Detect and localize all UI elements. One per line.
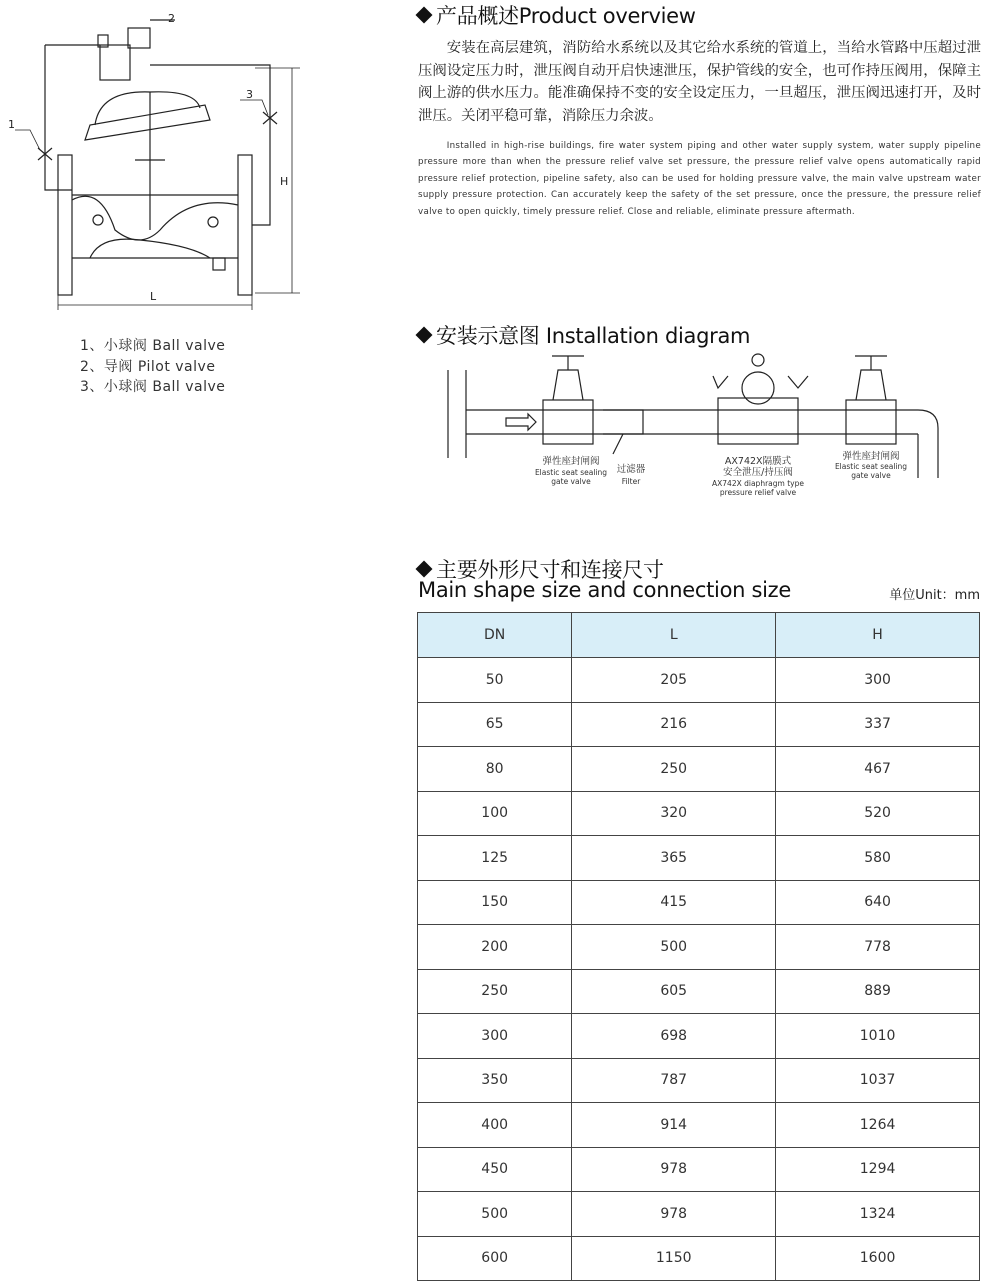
cell-dn: 450 [418,1147,572,1192]
callout-3: 3 [246,88,253,101]
parts-legend [80,336,225,398]
cell-l: 978 [572,1147,776,1192]
gate-valve-right-cn: 弹性座封闸阀 [842,451,900,462]
cell-h: 300 [776,658,980,703]
cell-dn: 300 [418,1014,572,1059]
cell-dn: 65 [418,702,572,747]
cell-l: 914 [572,1103,776,1148]
cell-l: 605 [572,969,776,1014]
right-flange [238,155,252,295]
cell-dn: 100 [418,791,572,836]
cell-l: 787 [572,1058,776,1103]
filter-cn: 过滤器 [616,464,646,475]
cell-l: 500 [572,925,776,970]
cell-l: 205 [572,658,776,703]
main-valve-cn2: 安全泄压/持压阀 [723,467,793,478]
table-row [418,925,980,970]
table-row [418,791,980,836]
table-row [418,658,980,703]
cell-l: 320 [572,791,776,836]
installation-diagram [418,348,978,508]
table-row [418,1192,980,1237]
table-row [418,702,980,747]
cell-h: 889 [776,969,980,1014]
diamond-icon [416,7,433,24]
table-row [418,969,980,1014]
diamond-icon [416,561,433,578]
cell-dn: 200 [418,925,572,970]
valve-drawing [0,0,320,320]
part-1: 1、小球阀 Ball valve [80,338,226,354]
table-row [418,836,980,881]
overview-title: 产品概述Product overview [418,0,696,30]
dimensions-title-en: Main shape size and connection size [418,578,792,602]
gate-valve-left-en1: Elastic seat sealing [534,468,608,477]
cell-h: 1600 [776,1236,980,1281]
dimension-h-label: H [280,175,289,188]
cell-l: 365 [572,836,776,881]
overview-text-cn: 安装在高层建筑，消防给水系统以及其它给水系统的管道上，当给水管路中压超过泄压阀设定压力时，泄压阀自动开启快速泄压，保护管线的安全，也可作持压阀用，保障主阀上游的供水压力。能准确保持不变的安全设定压力，一旦超压，泄压阀迅速打开，及时泄压。关闭平稳可靠，消除压力余波。 [418,40,981,124]
cell-h: 1037 [776,1058,980,1103]
cell-h: 520 [776,791,980,836]
table-row [418,1014,980,1059]
table-row [418,880,980,925]
header-l: L [572,613,776,658]
cell-h: 1324 [776,1192,980,1237]
table-row [418,747,980,792]
cell-h: 580 [776,836,980,881]
table-row [418,1058,980,1103]
cell-h: 778 [776,925,980,970]
cell-dn: 125 [418,836,572,881]
cell-dn: 500 [418,1192,572,1237]
table-body [418,658,980,1281]
cell-h: 1264 [776,1103,980,1148]
cell-l: 698 [572,1014,776,1059]
part-2: 2、导阀 Pilot valve [80,358,216,375]
unit-label: 单位Unit：mm [889,588,980,603]
gate-valve-right-en2: gate valve [851,471,891,480]
part-3: 3、小球阀 Ball valve [80,379,226,395]
gate-valve-left-en2: gate valve [551,477,591,486]
cell-l: 216 [572,702,776,747]
cell-h: 467 [776,747,980,792]
gate-valve-left-cn: 弹性座封闸阀 [542,456,600,467]
cell-dn: 400 [418,1103,572,1148]
header-dn: DN [418,613,572,658]
cell-dn: 80 [418,747,572,792]
cell-h: 1010 [776,1014,980,1059]
diamond-icon [416,327,433,344]
cell-l: 1150 [572,1236,776,1281]
header-h: H [776,613,980,658]
cell-h: 1294 [776,1147,980,1192]
table-row [418,1103,980,1148]
installation-title: 安装示意图 Installation diagram [418,320,750,350]
cell-dn: 600 [418,1236,572,1281]
cell-dn: 250 [418,969,572,1014]
main-valve-cn1: AX742X隔膜式 [724,456,792,467]
main-valve-en2: pressure relief valve [719,488,797,497]
table-header-row [418,613,980,658]
dimension-l-label: L [150,290,157,303]
overview-text-en: Installed in high-rise buildings, fire water system piping and other water supply system, water supply pipeline pressure more than when the pressure relief valve set pressure, the pressure relief valve opens automatically rapid pressure relief protection, pipeline safety, also can be used for holding pressure valve, the main valve upstream water supply pressure protection. Can accurately keep the safety of the set pressure, once the pressure, the pressure relief valve to open quickly, timely pressure relief. Close and reliable, eliminate pressure aftermath. [418,141,981,217]
left-flange [58,155,72,295]
callout-2: 2 [168,12,175,25]
cell-dn: 150 [418,880,572,925]
gate-valve-right-en1: Elastic seat sealing [834,462,908,471]
table-row [418,1147,980,1192]
callout-1: 1 [8,118,15,131]
cell-l: 250 [572,747,776,792]
cell-dn: 350 [418,1058,572,1103]
cell-dn: 50 [418,658,572,703]
cell-l: 415 [572,880,776,925]
main-valve-en1: AX742X diaphragm type [712,479,804,488]
cell-h: 640 [776,880,980,925]
cell-h: 337 [776,702,980,747]
filter-en: Filter [621,477,641,486]
table-row [418,1236,980,1281]
cell-l: 978 [572,1192,776,1237]
dimensions-table [417,612,980,1281]
dimensions-title-cn: 主要外形尺寸和连接尺寸 [418,554,664,584]
